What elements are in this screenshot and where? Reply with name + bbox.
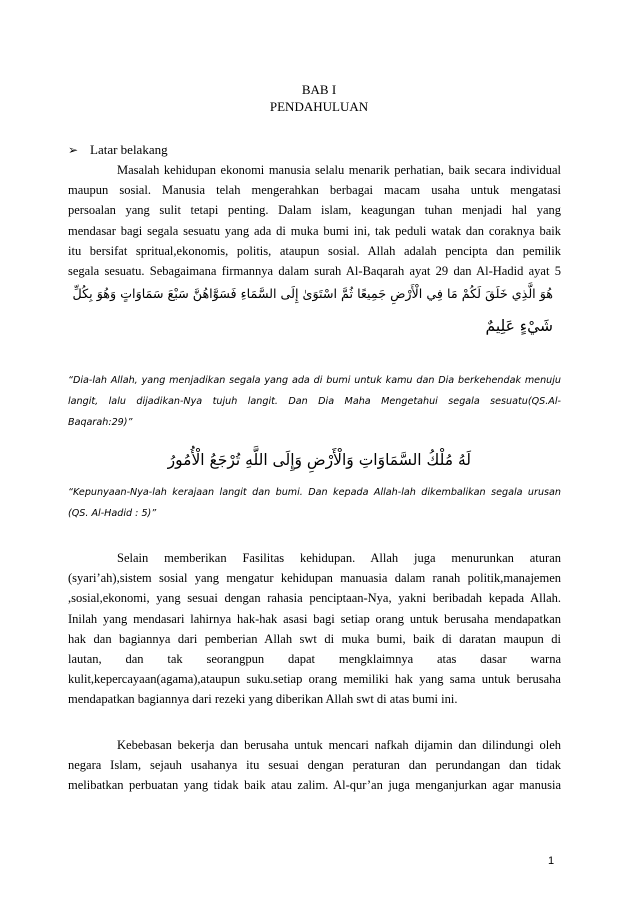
arrow-bullet-icon: ➢ xyxy=(68,143,79,157)
paragraph-line: lautan, dan tak seorangpun dapat mengklaimnya atas dasar warna xyxy=(68,651,561,666)
translation-line: langit, lalu dijadikan-Nya tujuh langit. Dan Dia Maha Mengetahui segala sesuatu(QS.Al- xyxy=(68,396,561,407)
paragraph-intro xyxy=(68,160,561,281)
paragraph-line: hak dan bagiannya dari pemberian Allah swt di muka bumi, baik di daratan maupun di xyxy=(68,631,561,646)
paragraph-line: Selain memberikan Fasilitas kehidupan. Allah juga menurunkan aturan xyxy=(117,551,561,565)
translation-line: Baqarah:29)” xyxy=(68,417,133,428)
paragraph-freedom xyxy=(68,735,561,796)
paragraph-line: persoalan yang sulit tetapi penting. Dalam islam, keagungan tuhan menjadi hal yang xyxy=(68,203,561,218)
translation-hadid xyxy=(68,482,561,524)
paragraph-line: ,sosial,ekonomi, yang sesuai dengan rahasia penciptaan-Nya, yakni beribadah kepada Allah. xyxy=(68,591,561,606)
translation-baqarah xyxy=(68,370,561,433)
paragraph-line: Kebebasan bekerja dan berusaha untuk mencari nafkah dijamin dan dilindungi oleh xyxy=(117,738,561,752)
paragraph-line: itu bersifat spritual,ekonomis, politis, ataupun sosial. Allah adalah pencipta dan pemilik xyxy=(68,243,561,258)
arabic-verse-line: شَيْءٍ عَلِيمٌ xyxy=(485,317,553,335)
chapter-title: PENDAHULUAN xyxy=(269,99,369,114)
paragraph-line: segala sesuatu. Sebagaimana firmannya dalam surah Al-Baqarah ayat 29 dan Al-Hadid ayat 5 xyxy=(68,263,561,278)
arabic-verse-line: لَهُ مُلْكُ السَّمَاوَاتِ وَالْأَرْضِ وَإِلَى اللَّهِ تُرْجَعُ الْأُمُورُ xyxy=(167,451,471,469)
paragraph-line: kulit,kepercayaan(agama),ataupun suku.setiap orang memiliki hak yang sama untuk berusaha xyxy=(68,672,561,687)
paragraph-line: mendapatkan bagiannya dari rezeki yang diberikan Allah swt di atas bumi ini. xyxy=(68,692,458,707)
paragraph-line: negara Islam, sejauh usahanya itu sesuai dengan peraturan dan perundangan dan tidak xyxy=(68,758,561,773)
translation-line: “Dia-lah Allah, yang menjadikan segala yang ada di bumi untuk kamu dan Dia berkehendak menuju xyxy=(68,375,561,386)
paragraph-line: mendasar bagi segala sesuatu yang ada di muka bumi ini, tak peduli watak dan coraknya baik xyxy=(68,223,561,238)
paragraph-line: (syari’ah),sistem sosial yang mengatur kehidupan manuasia dalam ranah politik,manajemen xyxy=(68,571,561,586)
translation-line: (QS. Al-Hadid : 5)” xyxy=(68,508,157,519)
paragraph-rights xyxy=(68,548,561,710)
arabic-verse-line: هُوَ الَّذِي خَلَقَ لَكُمْ مَا فِي الْأَرْضِ جَمِيعًا ثُمَّ اسْتَوَىٰ إِلَى السَّمَاءِ فَسَوَّاهُنَّ سَبْعَ سَمَاوَاتٍ وَهُوَ بِكُلِّ xyxy=(72,286,553,301)
section-heading-text: Latar belakang xyxy=(90,142,168,157)
page-number: 1 xyxy=(548,855,555,867)
chapter-label: BAB I xyxy=(301,82,337,97)
paragraph-line: melibatkan perbuatan yang tidak baik atau zalim. Al-qur’an juga menganjurkan agar manusia xyxy=(68,778,561,793)
translation-line: “Kepunyaan-Nya-lah kerajaan langit dan bumi. Dan kepada Allah-lah dikembalikan segala urusan xyxy=(68,487,561,498)
paragraph-line: Masalah kehidupan ekonomi manusia selalu menarik perhatian, baik secara individual xyxy=(117,163,561,177)
arabic-verse-baqarah xyxy=(68,278,561,342)
section-heading xyxy=(68,141,168,159)
paragraph-line: maupun sosial. Manusia telah mengerahkan berbagai macam usaha untuk mengatasi xyxy=(68,183,561,198)
paragraph-line: Inilah yang mendasari lahirnya hak-hak asasi bagi setiap orang untuk berusaha mendapatkan xyxy=(68,611,561,626)
arabic-verse-hadid xyxy=(68,444,561,476)
